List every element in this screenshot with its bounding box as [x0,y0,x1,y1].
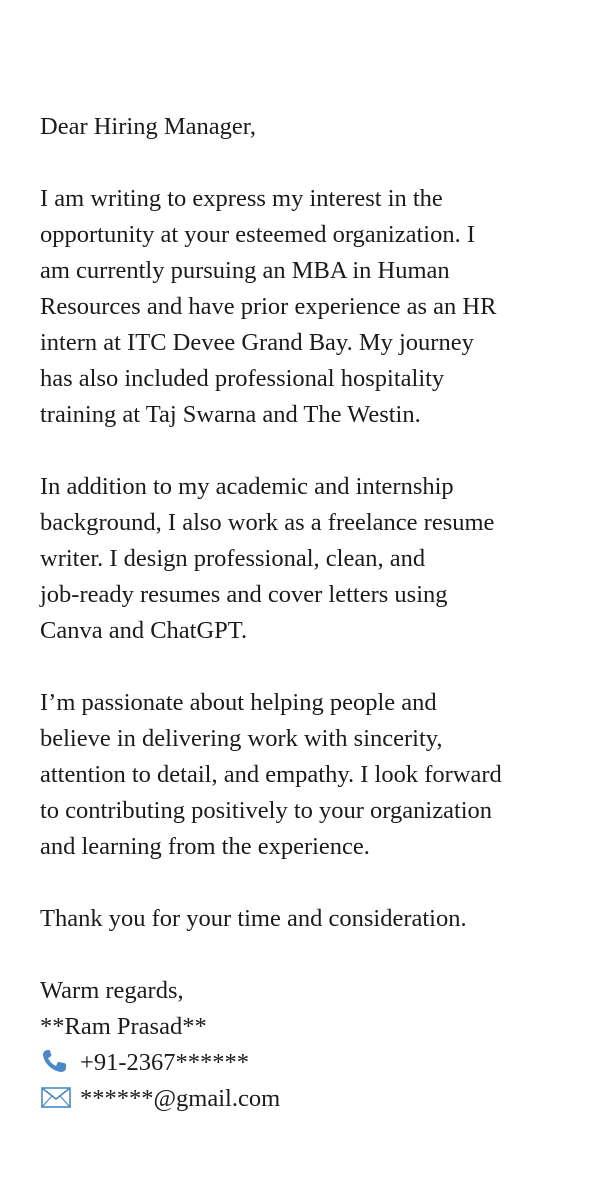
paragraph-intro [40,181,580,433]
envelope-icon [40,1084,72,1110]
salutation-text: Dear Hiring Manager, [40,113,257,140]
paragraph-line: opportunity at your esteemed organization. I [40,221,475,248]
paragraph-passion [40,685,580,865]
closing-block [40,973,580,1117]
paragraph-line: I’m passionate about helping people and [40,689,437,716]
paragraph-line: writer. I design professional, clean, and [40,545,426,572]
signature-name: **Ram Prasad** [40,1013,207,1040]
paragraph-line: to contributing positively to your organization [40,797,493,824]
phone-line [40,1045,580,1081]
paragraph-line: and learning from the experience. [40,833,370,860]
telephone-receiver-icon [40,1048,72,1074]
cover-letter [40,109,580,1117]
sign-off: Warm regards, [40,977,184,1004]
paragraph-line: training at Taj Swarna and The Westin. [40,401,421,428]
paragraph-line: am currently pursuing an MBA in Human [40,257,450,284]
paragraph-line: In addition to my academic and internship [40,473,454,500]
email-line [40,1081,580,1117]
paragraph-line: background, I also work as a freelance resume [40,509,495,536]
paragraph-line: has also included professional hospitality [40,365,445,392]
paragraph-line: believe in delivering work with sincerity, [40,725,443,752]
paragraph-line: Canva and ChatGPT. [40,617,248,644]
paragraph-line: attention to detail, and empathy. I look forward [40,761,502,788]
paragraph-line: job-ready resumes and cover letters using [40,581,448,608]
email-address: ******@gmail.com [80,1085,281,1112]
paragraph-line: Resources and have prior experience as an HR [40,293,497,320]
paragraph-freelance [40,469,580,649]
paragraph-line: intern at ITC Devee Grand Bay. My journey [40,329,474,356]
salutation [40,109,580,145]
paragraph-line: I am writing to express my interest in the [40,185,443,212]
paragraph-thanks [40,901,580,937]
phone-number: +91-2367****** [80,1049,249,1076]
paragraph-line: Thank you for your time and consideration. [40,905,467,932]
